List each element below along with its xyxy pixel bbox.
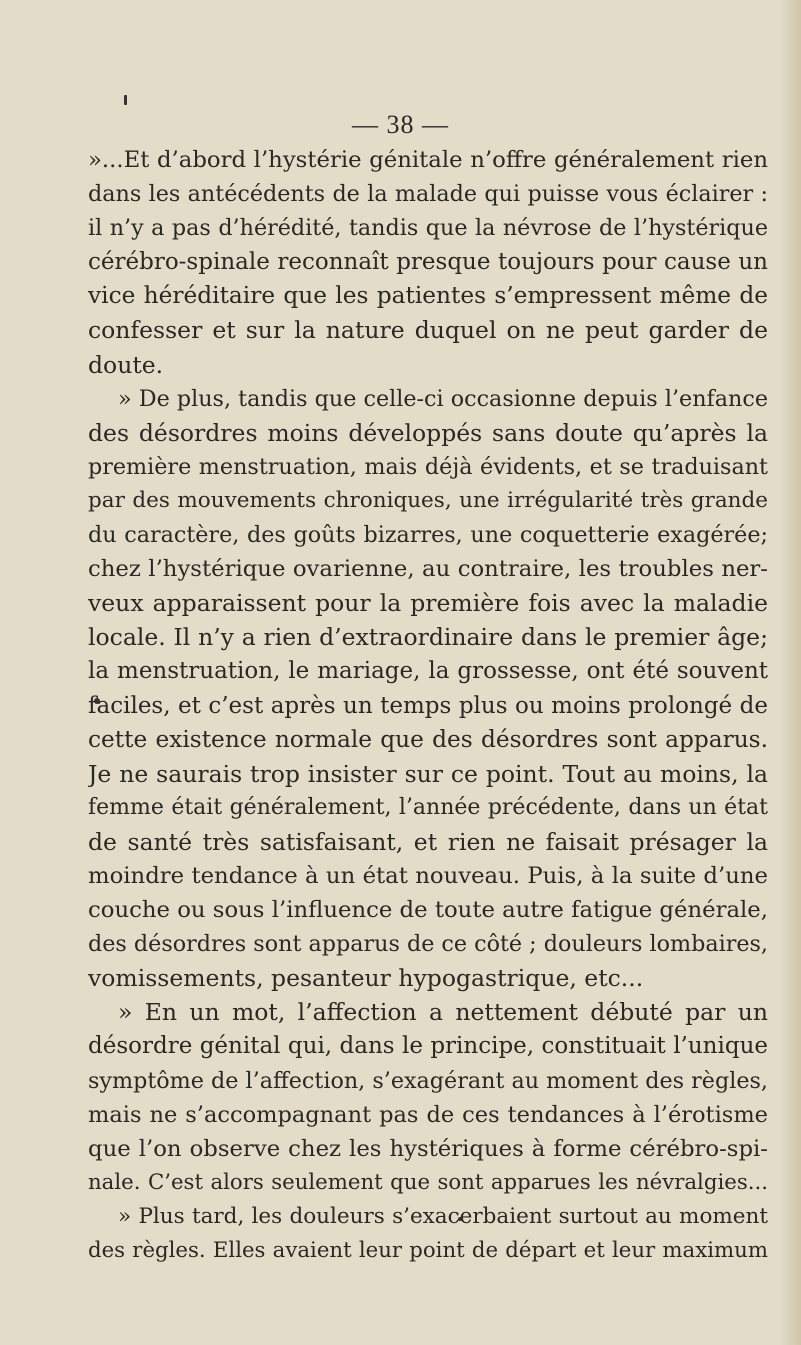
text-line: il n’y a pas d’hérédité, tandis que la névrose de l’hystérique bbox=[88, 215, 768, 242]
body-text bbox=[88, 143, 768, 1268]
page-number: — 38 — bbox=[352, 110, 449, 139]
text-line: des désordres sont apparus de ce côté ; douleurs lombaires, bbox=[88, 931, 768, 958]
page-edge-shadow bbox=[779, 0, 801, 1345]
text-line: que l’on observe chez les hystériques à forme cérébro-spi- bbox=[88, 1135, 768, 1162]
text-line: du caractère, des goûts bizarres, une coquetterie exagérée; bbox=[88, 522, 768, 549]
text-line: vomissements, pesanteur hypogastrique, etc... bbox=[88, 964, 644, 993]
text-line: désordre génital qui, dans le principe, constituait l’unique bbox=[88, 1033, 768, 1060]
text-line: nale. C’est alors seulement que sont apparues les névralgies... bbox=[88, 1169, 768, 1195]
text-line: la menstruation, le mariage, la grossesse, ont été souvent bbox=[88, 658, 768, 685]
text-line: des désordres moins développés sans doute qu’après la bbox=[88, 418, 768, 447]
text-line: cette existence normale que des désordres sont apparus. bbox=[88, 725, 768, 753]
text-line: » De plus, tandis que celle-ci occasionne depuis l’enfance bbox=[118, 385, 768, 412]
text-line: »...Et d’abord l’hystérie génitale n’offre généralement rien bbox=[88, 147, 768, 173]
text-line: vice héréditaire que les patientes s’empressent même de bbox=[88, 282, 768, 310]
text-line: confesser et sur la nature duquel on ne peut garder de bbox=[88, 316, 768, 345]
text-line: Je ne saurais trop insister sur ce point. Tout au moins, la bbox=[88, 759, 768, 788]
text-line: de santé très satisfaisant, et rien ne faisait présager la bbox=[88, 827, 768, 856]
text-line: locale. Il n’y a rien d’extraordinaire dans le premier âge; bbox=[88, 623, 768, 652]
text-line: doute. bbox=[88, 350, 164, 379]
text-line: mais ne s’accompagnant pas de ces tendances à l’érotisme bbox=[88, 1101, 768, 1128]
text-line: symptôme de l’affection, s’exagérant au moment des règles, bbox=[88, 1067, 768, 1094]
text-line: veux apparaissent pour la première fois avec la maladie bbox=[88, 589, 768, 618]
text-line: couche ou sous l’influence de toute autre fatigue générale, bbox=[88, 897, 768, 924]
text-line: par des mouvements chroniques, une irrégularité très grande bbox=[88, 487, 768, 513]
text-line: » En un mot, l’affection a nettement débuté par un bbox=[118, 998, 768, 1027]
text-line: moindre tendance à un état nouveau. Puis, à la suite d’une bbox=[88, 862, 768, 889]
text-line: cérébro-spinale reconnaît presque toujours pour cause un bbox=[88, 249, 768, 276]
text-line: faciles, et c’est après un temps plus ou moins prolongé de bbox=[88, 692, 768, 719]
text-line: femme était généralement, l’année précédente, dans un état bbox=[88, 794, 768, 820]
text-line: dans les antécédents de la malade qui puisse vous éclairer : bbox=[88, 181, 768, 208]
text-line: première menstruation, mais déjà évidents, et se traduisant bbox=[88, 453, 768, 480]
ink-speck bbox=[124, 95, 127, 105]
text-line: » Plus tard, les douleurs s’exacerbaient surtout au moment bbox=[118, 1203, 768, 1229]
text-line: des règles. Elles avaient leur point de départ et leur maximum bbox=[88, 1238, 768, 1263]
text-line: chez l’hystérique ovarienne, au contraire, les troubles ner- bbox=[88, 556, 768, 583]
